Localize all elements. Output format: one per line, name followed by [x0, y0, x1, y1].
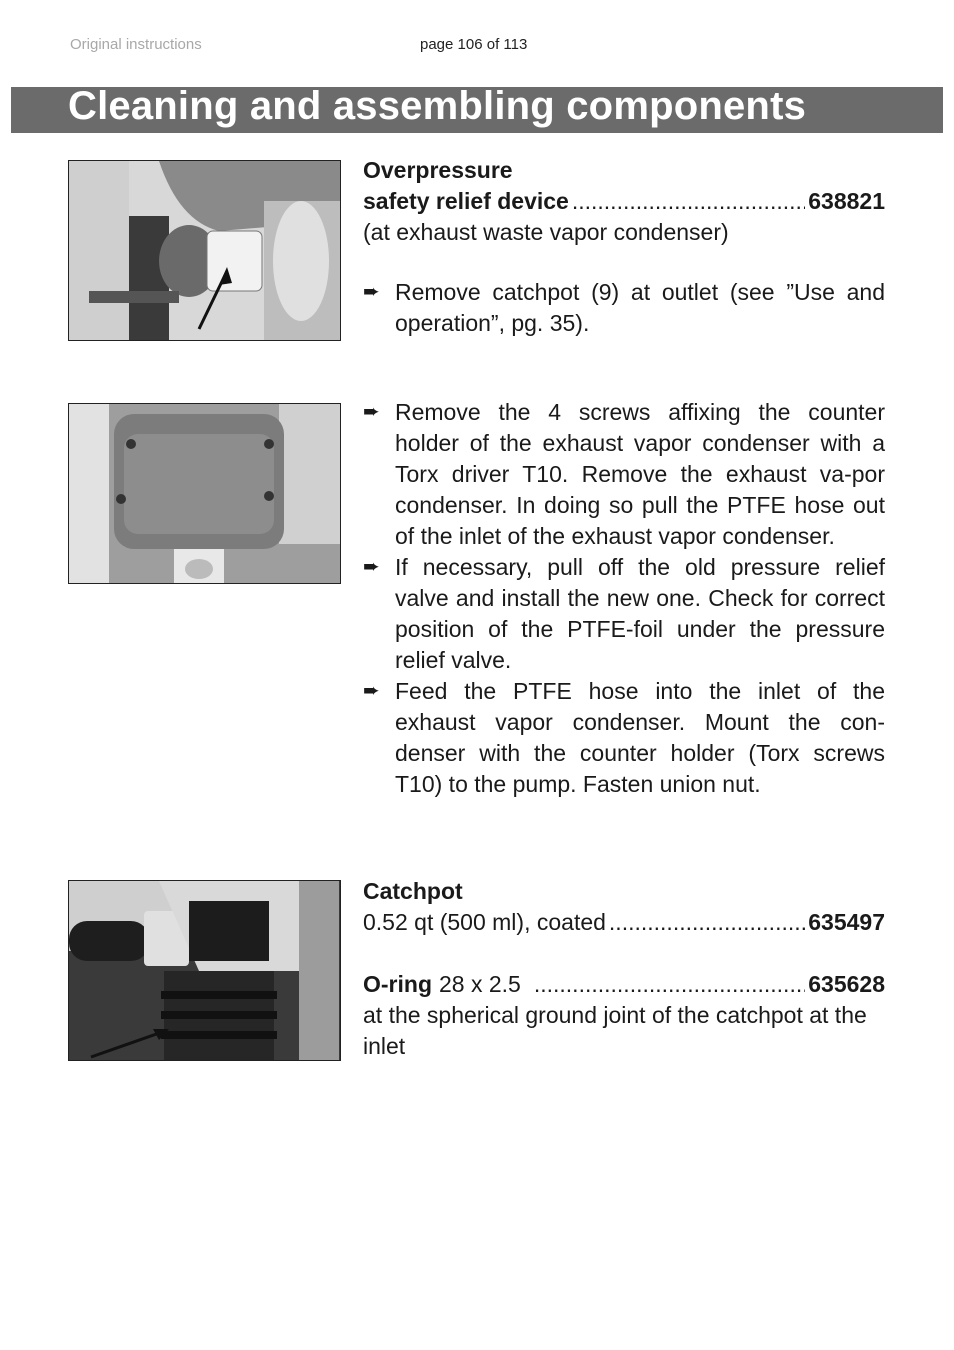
part-number: 635628 — [808, 971, 885, 997]
leader-dots — [572, 186, 805, 217]
leader-dots — [534, 969, 805, 1000]
catchpot-heading: Catchpot — [363, 878, 463, 904]
leader-dots — [609, 907, 805, 938]
header-left: Original instructions — [70, 36, 202, 53]
right-arrow-icon: ➨ — [363, 401, 380, 423]
part-number: 638821 — [808, 188, 885, 214]
right-arrow-icon: ➨ — [363, 556, 380, 578]
photo-condenser-holder — [68, 403, 341, 584]
step-text: Remove the 4 screws affixing the counter holder of the exhaust vapor condenser with a Torx driver T10. Remove the exhaust va-por condenser. In doing so pull the PTFE hose out of the inlet of the exhaust vapor condenser. — [395, 399, 885, 549]
section-condenser-steps — [363, 397, 885, 800]
step-text: Feed the PTFE hose into the inlet of the exhaust vapor condenser. Mount the con-denser with the counter holder (Torx screws T10) to the pump. Fasten union nut. — [395, 678, 885, 797]
oring-note: at the spherical ground joint of the catchpot at the inlet — [363, 1002, 867, 1059]
photo-relief-device — [68, 160, 341, 341]
title-bar — [11, 84, 943, 133]
right-arrow-icon: ➨ — [363, 680, 380, 702]
oring-size: 28 x 2.5 — [439, 971, 521, 997]
list-item — [363, 676, 885, 800]
part-row-oring — [363, 969, 885, 1000]
list-item — [363, 277, 885, 339]
part-row-catchpot — [363, 907, 885, 938]
right-arrow-icon: ➨ — [363, 281, 380, 303]
section-relief-device — [363, 155, 885, 339]
section-catchpot — [363, 876, 885, 1062]
list-item — [363, 397, 885, 552]
part-row-relief-device — [363, 186, 885, 217]
photo-catchpot — [68, 880, 341, 1061]
catchpot-description: 0.52 qt (500 ml), coated — [363, 909, 606, 935]
part-name-line2: safety relief device — [363, 188, 569, 214]
list-item — [363, 552, 885, 676]
page-number: page 106 of 113 — [420, 36, 528, 53]
part-name-line1: Overpressure — [363, 157, 513, 183]
step-text: Remove catchpot (9) at outlet (see ”Use and operation”, pg. 35). — [395, 279, 885, 336]
part-number: 635497 — [808, 909, 885, 935]
oring-label: O-ring — [363, 971, 432, 997]
step-text: If necessary, pull off the old pressure relief valve and install the new one. Check for correct position of the PTFE-foil under the pressure relief valve. — [395, 554, 885, 673]
page-title: Cleaning and assembling components — [68, 84, 807, 128]
part-note: (at exhaust waste vapor condenser) — [363, 219, 729, 245]
